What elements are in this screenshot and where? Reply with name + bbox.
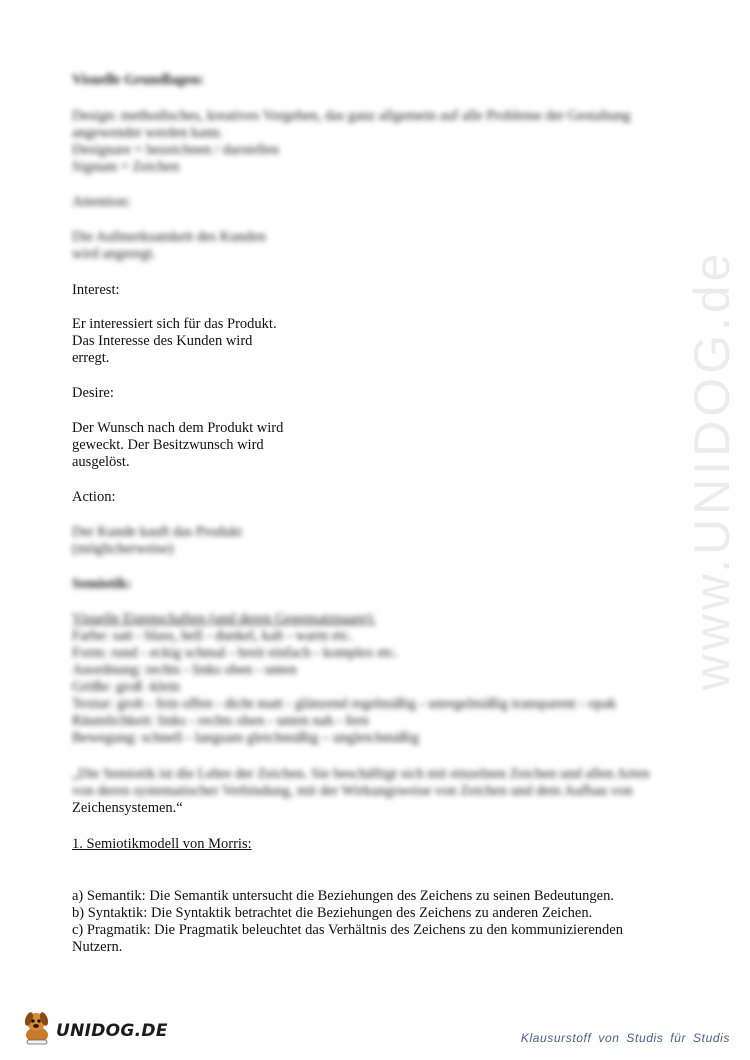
interest-label: Interest: — [72, 282, 120, 298]
blurred-line: Der Kunde kauft das Produkt — [72, 524, 242, 540]
blurred-line: angewendet werden kann. — [72, 125, 223, 141]
quote-end: Zeichensystemen.“ — [72, 800, 183, 816]
action-label: Action: — [72, 489, 116, 505]
logo-text: UNIDOG.DE — [56, 1021, 168, 1041]
blurred-line: (möglicherweise) — [72, 541, 174, 557]
desire-label: Desire: — [72, 385, 114, 401]
morris-item: a) Semantik: Die Semantik untersucht die Beziehungen des Zeichens zu seinen Bedeutungen. — [72, 888, 614, 904]
watermark: www.UNIDOG.de — [684, 249, 740, 691]
dog-mascot-icon — [20, 1007, 54, 1045]
blurred-line: Signum = Zeichen — [72, 159, 180, 175]
blurred-line: Attention: — [72, 194, 131, 210]
blurred-line: Textur: grob - fein offen - dicht matt - glänzend regelmäßig - unregelmäßig transparent - opak — [72, 696, 617, 712]
blurred-line: Die Aufmerksamkeit des Kunden — [72, 229, 266, 245]
blurred-line: Anordnung: rechts - links oben - unten — [72, 662, 297, 678]
blurred-line: Größe: groß -klein — [72, 679, 180, 695]
blurred-line: Räumlichkeit: links - rechts oben - unten nah - fern — [72, 713, 369, 729]
blurred-line: „Die Semiotik ist die Lehre der Zeichen. Sie beschäftigt sich mit einzelnen Zeichen und allen Arten — [72, 766, 650, 782]
interest-text-line: erregt. — [72, 350, 110, 366]
blurred-line: wird angeregt. — [72, 246, 156, 262]
morris-item: c) Pragmatik: Die Pragmatik beleuchtet das Verhältnis des Zeichens zu den kommunizierenden — [72, 922, 623, 938]
blurred-heading: Semiotik: — [72, 576, 132, 592]
blurred-line: Design: methodisches, kreatives Vorgehen, das ganz allgemein auf alle Probleme der Gestaltung — [72, 108, 631, 124]
footer-tagline: Klausurstoff von Studis für Studis — [520, 1031, 730, 1045]
blurred-heading: Visuelle Grundlagen: — [72, 72, 204, 88]
interest-text-line: Er interessiert sich für das Produkt. — [72, 316, 277, 332]
blurred-line: Visuelle Eigenschaften (und deren Gegensatzpaare): — [72, 611, 376, 627]
desire-text-line: ausgelöst. — [72, 454, 130, 470]
morris-heading: 1. Semiotikmodell von Morris: — [72, 836, 252, 852]
morris-item: Nutzern. — [72, 939, 123, 955]
desire-text-line: Der Wunsch nach dem Produkt wird — [72, 420, 284, 436]
morris-item: b) Syntaktik: Die Syntaktik betrachtet die Beziehungen des Zeichens zu anderen Zeichen. — [72, 905, 593, 921]
blurred-line: Form: rund - eckig schmal - breit einfach - komplex etc. — [72, 645, 398, 661]
blurred-line: Bewegung: schnell - langsam gleichmäßig – ungleichmäßig — [72, 730, 420, 746]
desire-text-line: geweckt. Der Besitzwunsch wird — [72, 437, 264, 453]
interest-text-line: Das Interesse des Kunden wird — [72, 333, 253, 349]
unidog-logo[interactable] — [20, 1005, 168, 1045]
blurred-line: Designare = bezeichnen / darstellen — [72, 142, 280, 158]
blurred-line: Farbe: satt - blass, hell - dunkel, kalt - warm etc. — [72, 628, 353, 644]
blurred-line: von deren systematischer Verbindung, mit der Wirkungsweise von Zeichen und dem Aufbau von — [72, 783, 633, 799]
